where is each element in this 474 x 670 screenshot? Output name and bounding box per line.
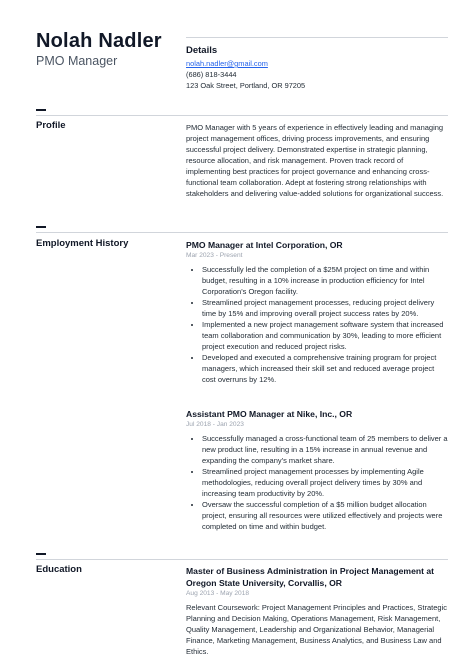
list-item: • Implemented a new project management software system that increased team collaboration and communication by 30%, leading to more efficient project execution and reduced project risks. bbox=[202, 319, 448, 352]
list-item: • Oversaw the successful completion of a $5 million budget allocation project, ensuring all resources were utilized effectively and projects were completed on time and within budget. bbox=[202, 499, 448, 532]
degree-title: Master of Business Administration in Project Management at Oregon State University, Corvallis, OR bbox=[186, 566, 434, 588]
list-item: • Developed and executed a comprehensive training program for project managers, which increased their skill set and reduced average project cost overruns by 12%. bbox=[202, 352, 448, 385]
job-title-intel: PMO Manager at Intel Corporation, OR bbox=[186, 240, 343, 250]
job-dates-intel: Mar 2023 - Present bbox=[186, 252, 243, 259]
list-item: • Successfully led the completion of a $25M project on time and within budget, resulting in a 10% increase in production efficiency for Intel Corporation's Oregon facility. bbox=[202, 264, 448, 297]
profile-divider bbox=[36, 115, 448, 116]
education-dates: Aug 2013 - May 2018 bbox=[186, 590, 250, 597]
list-item: • Successfully managed a cross-functional team of 25 members to deliver a new product line, resulting in a 15% increase in annual revenue and expanding the company's market share. bbox=[202, 433, 448, 466]
list-item: • Streamlined project management processes by implementing Agile methodologies, reducing overall project delivery times by 30% and increasing team productivity by 20%. bbox=[202, 466, 448, 499]
details-heading: Details bbox=[186, 45, 218, 56]
candidate-name: Nolah Nadler bbox=[36, 30, 162, 52]
job-entry-nike bbox=[186, 408, 448, 532]
education-dash bbox=[36, 553, 46, 555]
address: 123 Oak Street, Portland, OR 97205 bbox=[186, 81, 306, 90]
details-section bbox=[186, 45, 446, 91]
profile-summary bbox=[186, 122, 448, 199]
profile-dash bbox=[36, 109, 46, 111]
job-title-nike: Assistant PMO Manager at Nike, Inc., OR bbox=[186, 409, 353, 419]
profile-heading: Profile bbox=[36, 120, 66, 131]
email-link[interactable]: nolah.nadler@gmail.com bbox=[186, 59, 268, 68]
list-item: • Streamlined project management processes, reducing project delivery time by 15% and improving overall project success rates by 20%. bbox=[202, 297, 448, 319]
phone-number: (686) 818-3444 bbox=[186, 70, 237, 79]
employment-divider bbox=[36, 232, 448, 233]
profile-text: PMO Manager with 5 years of experience in effectively leading and managing project management offices, driving process improvements, and ensuring successful project delivery. Demonstrated expertise in strategic planning, resource allocation, and risk management. Proven track record of implementing best practices for project governance and enhancing cross-functional team collaboration. Adept at fostering strong relationships with stakeholders and delivering value-added solutions for organizational success. bbox=[186, 123, 444, 198]
job-title: PMO Manager bbox=[36, 54, 118, 68]
job-bullets-intel bbox=[186, 264, 448, 385]
details-divider bbox=[186, 37, 448, 38]
education-entry bbox=[186, 565, 448, 657]
job-dates-nike: Jul 2018 - Jan 2023 bbox=[186, 421, 244, 428]
job-bullets-nike bbox=[186, 433, 448, 532]
employment-heading: Employment History bbox=[36, 238, 129, 249]
employment-dash bbox=[36, 226, 46, 228]
education-heading: Education bbox=[36, 564, 82, 575]
education-divider bbox=[36, 559, 448, 560]
job-entry-intel bbox=[186, 239, 448, 385]
coursework-text: Relevant Coursework: Project Management Principles and Practices, Strategic Planning and Decision Making, Operations Management, Risk Management, Quality Management, Leadership and Organizational Behavior, Managerial Finance, Marketing Management, Business Analytics, and Business Law and Ethics. bbox=[186, 603, 447, 656]
